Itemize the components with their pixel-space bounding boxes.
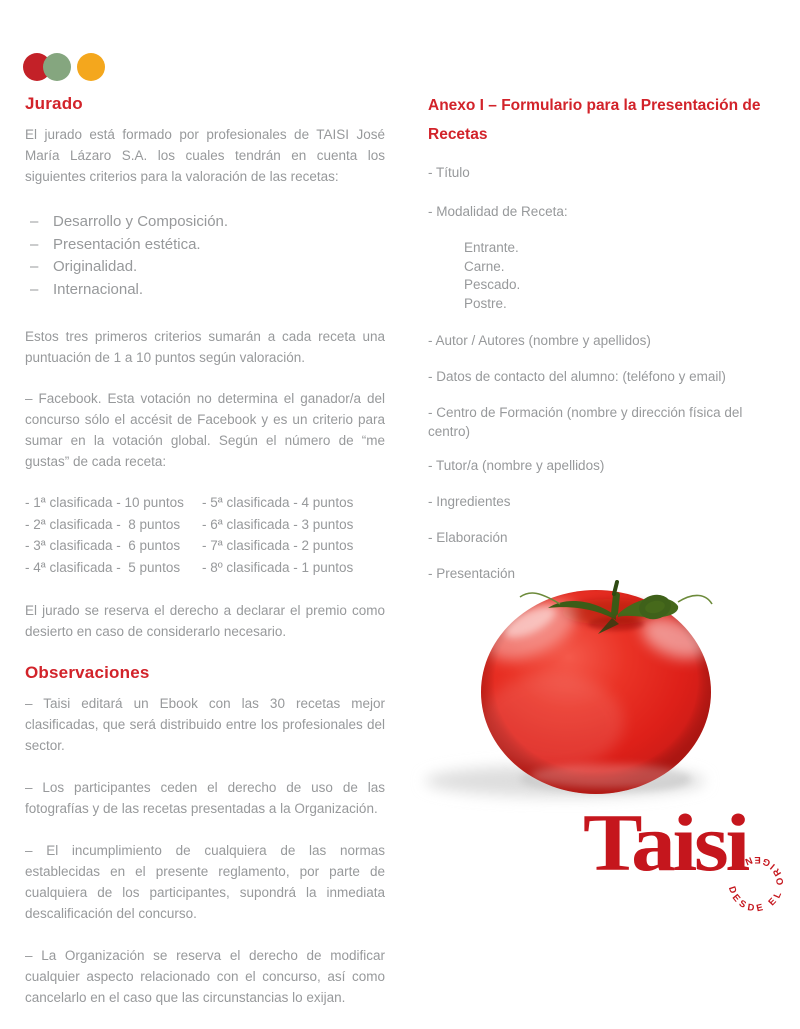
facebook-note: – Facebook. Esta votación no determina el ganador/a del concurso sólo el accésit de Facebook y es un criterio para sumar en la votación global. Según el número de “me gustas” de cada receta:: [25, 391, 385, 469]
criteria-text: Internacional.: [53, 280, 144, 298]
criteria-text: Presentación estética.: [53, 235, 201, 253]
points-row: - 2ª clasificada - 8 puntos: [25, 516, 181, 532]
criteria-list: [25, 211, 385, 301]
dash-bullet: –: [30, 280, 39, 298]
brand-dots: [23, 53, 133, 81]
dash-bullet: –: [30, 258, 39, 275]
list-item: [25, 279, 385, 302]
tomato-illustration: [440, 550, 800, 805]
dash-bullet: –: [30, 213, 39, 230]
points-row: - 1ª clasificada - 10 puntos: [25, 495, 184, 510]
points-row: - 7ª clasificada - 2 puntos: [202, 538, 354, 553]
list-item: [25, 211, 385, 234]
list-item: [25, 256, 385, 279]
tomato-bottom-light: [530, 764, 686, 788]
form-item-titulo: - Título: [428, 165, 470, 181]
form-item-modalidad: - Modalidad de Receta:: [428, 204, 568, 220]
modalidad-option: Entrante.: [464, 240, 519, 256]
points-row: - 5ª clasificada - 4 puntos: [202, 495, 354, 510]
jurado-title: Jurado: [25, 94, 83, 113]
form-item: - Datos de contacto del alumno: (teléfono y email): [428, 369, 726, 385]
dash-bullet: –: [30, 235, 39, 253]
tomato-photo: [440, 550, 800, 805]
points-row: - 8º clasificada - 1 puntos: [202, 559, 354, 575]
list-item: [25, 234, 385, 257]
modalidades-list: [464, 239, 784, 313]
modalidad-option: Pescado.: [464, 277, 521, 293]
observaciones-paragraph: – La Organización se reserva el derecho de modificar cualquier aspecto relacionado con el concurso, así como cancelarlo en el caso que las circunstancias lo exijan.: [25, 948, 385, 1005]
form-item: - Autor / Autores (nombre y apellidos): [428, 333, 651, 349]
anexo-title: Anexo I – Formulario para la Presentación de Recetas: [428, 97, 761, 143]
points-column-left: [25, 492, 202, 578]
points-column-right: [202, 492, 353, 578]
taisi-logo-svg: [575, 798, 795, 930]
logo-tagline-text: DESDE EL ORIGEN: [725, 853, 787, 915]
taisi-logo: [575, 798, 795, 930]
green-dot-icon: [43, 53, 71, 81]
observaciones-paragraph: – El incumplimiento de cualquiera de las normas establecidas en el presente reglamento, por parte de cualquiera de los participantes, supondrá la inmediata descalificación del concurso.: [25, 843, 385, 921]
points-row: - 4ª clasificada - 5 puntos: [25, 559, 181, 575]
jury-reserve-note: El jurado se reserva el derecho a declarar el premio como desierto en caso de considerarlo necesario.: [25, 603, 385, 639]
scoring-note: Estos tres primeros criterios sumarán a cada receta una puntuación de 1 a 10 puntos según valoración.: [25, 329, 385, 365]
modalidad-option: Carne.: [464, 258, 505, 274]
points-row: - 3ª clasificada - 6 puntos: [25, 538, 181, 553]
observaciones-paragraph: – Los participantes ceden el derecho de uso de las fotografías y de las recetas presentadas a la Organización.: [25, 780, 385, 816]
observaciones-paragraph: – Taisi editará un Ebook con las 30 recetas mejor clasificadas, que será distribuido entre los profesionales del sector.: [25, 696, 385, 753]
orange-dot-icon: [77, 53, 105, 81]
criteria-text: Desarrollo y Composición.: [53, 213, 229, 230]
observaciones-title: Observaciones: [25, 663, 150, 682]
criteria-text: Originalidad.: [53, 258, 138, 275]
jurado-intro: El jurado está formado por profesionales de TAISI José María Lázaro S.A. los cuales tendrán en cuenta los siguientes criterios para la valoración de las recetas:: [25, 127, 385, 184]
form-item: - Centro de Formación (nombre y dirección física del centro): [428, 405, 743, 440]
tomato-sheen: [480, 674, 624, 770]
modalidad-option: Postre.: [464, 295, 507, 311]
form-item: - Elaboración: [428, 530, 508, 546]
taisi-wordmark: Taisi: [583, 798, 750, 888]
form-item: - Ingredientes: [428, 494, 511, 510]
points-row: - 6ª clasificada - 3 puntos: [202, 516, 354, 532]
points-table: [25, 492, 385, 578]
left-column: [25, 94, 385, 1029]
form-item: - Presentación: [428, 566, 516, 582]
form-item: - Tutor/a (nombre y apellidos): [428, 458, 605, 474]
right-column: [428, 92, 784, 598]
